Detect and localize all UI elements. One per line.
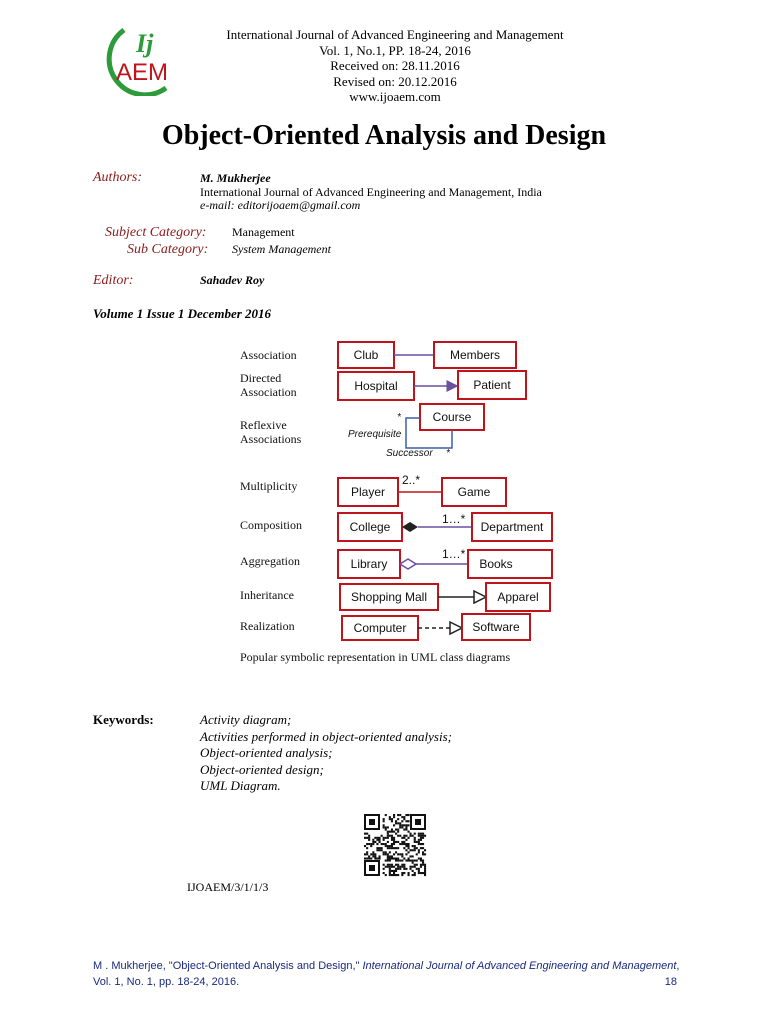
qr-code [362, 812, 428, 878]
label-inheritance: Inheritance [240, 588, 294, 602]
box-apparel-label: Apparel [497, 590, 539, 604]
label-reflexive-1: Reflexive [240, 418, 287, 432]
multiplicity-value: 2..* [402, 473, 421, 487]
uml-figure [236, 338, 556, 674]
journal-website[interactable]: www.ijoaem.com [349, 89, 441, 104]
box-patient-label: Patient [473, 378, 511, 392]
keywords-label: Keywords: [93, 712, 154, 727]
box-shopping-mall-label: Shopping Mall [350, 590, 428, 604]
label-aggregation: Aggregation [240, 554, 300, 568]
authors-label: Authors: [93, 170, 142, 185]
author-name: M. Mukherjee [200, 171, 271, 185]
keyword-item: Activity diagram; [200, 712, 292, 727]
aggregation-diamond [400, 559, 416, 569]
logo-text-aem: AEM [116, 59, 169, 86]
box-game-label: Game [457, 485, 491, 499]
journal-name: International Journal of Advanced Engineering and Management [226, 27, 564, 42]
aggregation-multiplicity: 1…* [442, 547, 466, 561]
box-books-label: Books [479, 557, 513, 571]
citation-plain: M . Mukherjee, "Object-Oriented Analysis and Design," [93, 960, 360, 972]
keyword-item: Object-oriented design; [200, 761, 324, 777]
box-department-label: Department [480, 520, 544, 534]
box-computer-label: Computer [353, 621, 407, 635]
volume-info: Vol. 1, No.1, PP. 18-24, 2016 [319, 43, 471, 58]
citation-tail: , Vol. 1, No. 1, pp. 18-24, 2016. [93, 960, 680, 988]
inheritance-arrowhead [474, 591, 486, 603]
issue-line: Volume 1 Issue 1 December 2016 [93, 306, 272, 321]
reflexive-star-2: * [446, 448, 450, 459]
paper-code: IJOAEM/3/1/1/3 [187, 880, 269, 894]
box-course-label: Course [432, 410, 472, 424]
label-composition: Composition [240, 518, 303, 532]
author-email[interactable]: e-mail: editorijoaem@gmail.com [200, 198, 361, 212]
citation-journal: International Journal of Advanced Engineering and Management [362, 960, 677, 972]
journal-logo [94, 22, 190, 96]
box-club-label: Club [353, 348, 379, 362]
label-directed-2: Association [240, 385, 297, 399]
box-hospital-label: Hospital [354, 379, 398, 393]
page-number: 18 [664, 976, 677, 988]
reflexive-star-1: * [397, 412, 401, 423]
received-date: Received on: 28.11.2016 [330, 58, 460, 73]
label-reflexive-2: Associations [240, 432, 302, 446]
label-multiplicity: Multiplicity [240, 479, 298, 493]
label-realization: Realization [240, 619, 295, 633]
keyword-item: UML Diagram. [200, 778, 281, 793]
subject-category-value: Management [232, 225, 295, 239]
keywords-list [200, 712, 452, 795]
figure-caption: Popular symbolic representation in UML class diagrams [240, 650, 511, 664]
revised-date: Revised on: 20.12.2016 [333, 74, 457, 89]
editor-label: Editor: [93, 273, 134, 288]
box-software-label: Software [472, 620, 520, 634]
box-library-label: Library [350, 557, 388, 571]
label-directed-1: Directed [240, 371, 282, 385]
author-affiliation: International Journal of Advanced Engineering and Management, India [200, 185, 542, 199]
box-members-label: Members [449, 348, 501, 362]
keyword-item: Object-oriented analysis; [200, 745, 333, 760]
logo-text-ij: Ij [136, 29, 154, 58]
composition-diamond [402, 522, 418, 532]
paper-title: Object-Oriented Analysis and Design [161, 120, 607, 151]
editor-name: Sahadev Roy [200, 273, 265, 287]
role-successor: Successor [386, 448, 433, 459]
role-prerequisite: Prerequisite [348, 429, 402, 440]
sub-category-label: Sub Category: [127, 242, 209, 257]
composition-multiplicity: 1…* [442, 512, 466, 526]
subject-category-label: Subject Category: [105, 225, 207, 240]
sub-category-value: System Management [232, 242, 331, 256]
box-player-label: Player [350, 485, 386, 499]
keyword-item: Activities performed in object-oriented analysis; [200, 728, 452, 744]
box-college-label: College [349, 520, 391, 534]
citation-footer [93, 958, 683, 990]
label-association: Association [240, 348, 297, 362]
realization-arrowhead [450, 622, 462, 634]
